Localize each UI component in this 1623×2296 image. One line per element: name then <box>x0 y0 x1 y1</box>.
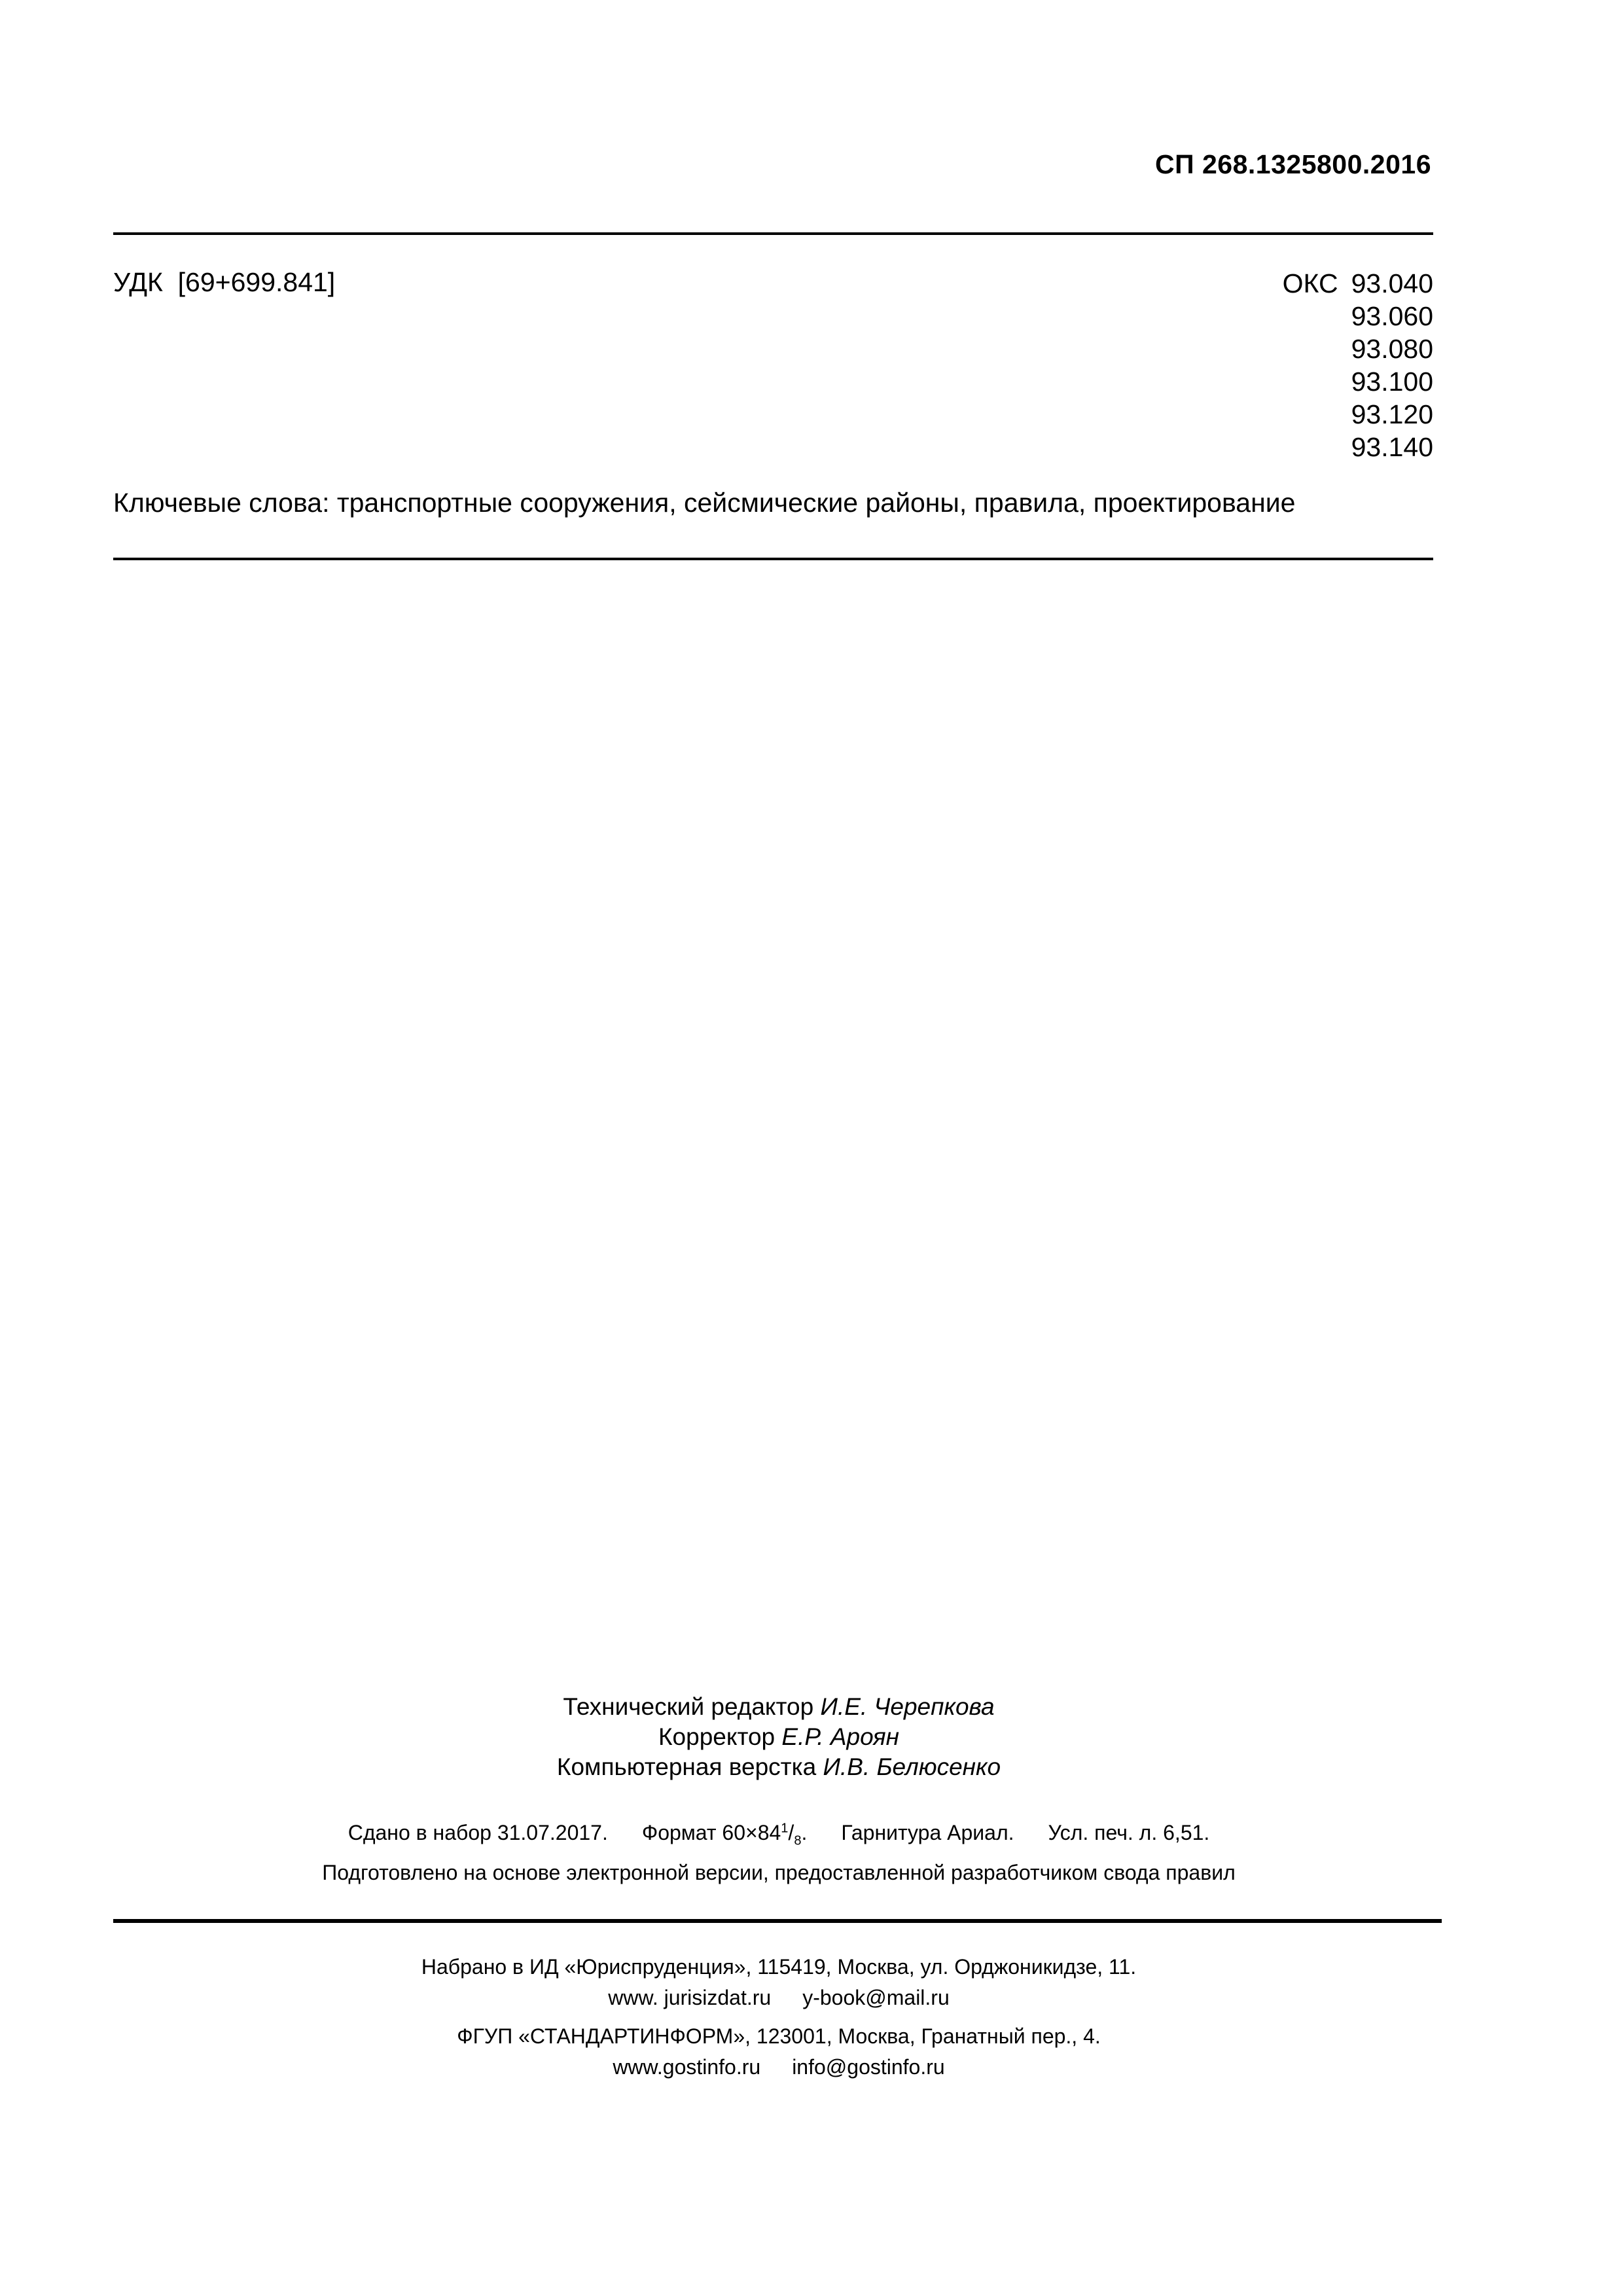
publisher-block <box>0 2021 1558 2083</box>
publisher-website[interactable]: www. jurisizdat.ru <box>608 1986 772 2009</box>
staff-role: Корректор <box>658 1723 776 1750</box>
print-info <box>0 1821 1558 1848</box>
oks-code: 93.060 <box>1351 301 1433 331</box>
staff-credits <box>0 1692 1558 1782</box>
udk-line <box>113 267 335 298</box>
oks-code: 93.100 <box>1351 367 1433 397</box>
oks-code: 93.040 <box>1351 268 1433 298</box>
staff-role: Технический редактор <box>563 1693 814 1720</box>
top-divider <box>113 232 1433 235</box>
publisher-contacts <box>0 2052 1558 2083</box>
publisher-address: ФГУП «СТАНДАРТИНФОРМ», 123001, Москва, Гранатный пер., 4. <box>457 2024 1101 2048</box>
keywords: Ключевые слова: транспортные сооружения, сейсмические районы, правила, проектирование <box>113 488 1296 518</box>
publisher-address: Набрано в ИД «Юриспруденция», 115419, Москва, ул. Орджоникидзе, 11. <box>421 1955 1137 1979</box>
oks-code: 93.120 <box>1351 399 1433 429</box>
publisher-contacts <box>0 1982 1558 2013</box>
submitted-date: Сдано в набор 31.07.2017. <box>348 1821 608 1844</box>
udk-label: УДК <box>113 267 163 297</box>
bottom-divider <box>113 1919 1442 1923</box>
staff-role: Компьютерная верстка <box>556 1753 817 1780</box>
oks-code-list <box>1351 267 1433 463</box>
oks-code: 93.140 <box>1351 432 1433 462</box>
staff-name: И.В. Белюсенко <box>823 1753 1001 1780</box>
document-code: СП 268.1325800.2016 <box>1155 149 1431 179</box>
staff-name: И.Е. Черепкова <box>820 1693 995 1720</box>
staff-line <box>0 1752 1558 1782</box>
oks-block <box>1283 267 1433 463</box>
staff-line <box>0 1692 1558 1722</box>
udk-value: [69+699.841] <box>177 267 336 297</box>
print-sheets: Усл. печ. л. 6,51. <box>1048 1821 1210 1844</box>
prepared-note: Подготовлено на основе электронной версии, предоставленной разработчиком свода правил <box>322 1861 1236 1884</box>
oks-label: ОКС <box>1282 268 1338 298</box>
format: Формат $60\times 84^1/_8$. <box>641 1821 808 1848</box>
publisher-email[interactable]: y-book@mail.ru <box>802 1986 950 2009</box>
keywords-divider <box>113 558 1433 560</box>
staff-line <box>0 1722 1558 1752</box>
publisher-email[interactable]: info@gostinfo.ru <box>792 2055 945 2079</box>
oks-code: 93.080 <box>1351 334 1433 364</box>
publisher-block <box>0 1952 1558 2013</box>
typeface: Гарнитура Ариал. <box>841 1821 1014 1844</box>
publisher-website[interactable]: www.gostinfo.ru <box>613 2055 761 2079</box>
staff-name: Е.Р. Ароян <box>781 1723 900 1750</box>
